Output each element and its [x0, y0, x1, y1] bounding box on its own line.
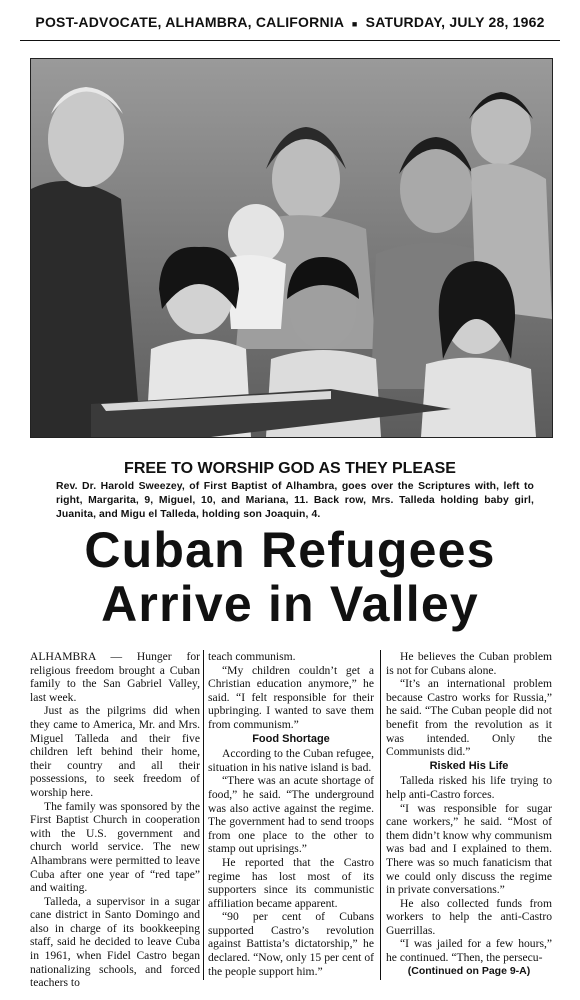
article-column-3	[386, 650, 552, 978]
paper-name: POST-ADVOCATE, ALHAMBRA, CALIFORNIA	[35, 14, 344, 30]
column-divider	[380, 650, 381, 980]
subhead-food-shortage: Food Shortage	[252, 732, 330, 745]
paragraph: Talleda risked his life trying to help anti-Castro forces.	[386, 774, 552, 801]
paragraph: “I was jailed for a few hours,” he continued. “Then, the persecu-	[386, 937, 552, 965]
continued-link[interactable]: (Continued on Page 9-A)	[407, 964, 531, 977]
article-column-1	[30, 650, 200, 990]
column-divider	[203, 650, 204, 980]
masthead-separator: ■	[351, 19, 358, 29]
paragraph: “90 per cent of Cubans supported Castro’s revolution against Battista’s dictatorship,” he declared. “Now, only 15 per cent of the people support him.”	[208, 910, 374, 978]
article-column-2	[208, 650, 374, 978]
paragraph: ALHAMBRA — Hunger for religious freedom brought a Cuban family to the San Gabriel Valley, last week.	[30, 650, 200, 704]
family-photo-icon	[30, 58, 553, 438]
subhead-risked-his-life: Risked His Life	[429, 759, 509, 772]
caption-heading: FREE TO WORSHIP GOD AS THEY PLEASE	[124, 460, 456, 477]
paragraph: “It’s an international problem because Castro works for Russia,” he said. “The Cuban people did not benefit from the revolution as it was intended. Only the Communists did.”	[386, 677, 552, 759]
issue-date: SATURDAY, JULY 28, 1962	[365, 14, 545, 30]
headline-line-1: Cuban Refugees	[84, 522, 496, 578]
caption-text: Rev. Dr. Harold Sweezey, of First Baptist of Alhambra, goes over the Scriptures with, left to right, Margarita, 9, Miguel, 10, and Mariana, 11. Back row, Mrs. Talleda holding baby girl, Juanita, and Migu el Talleda, holding son Joaquin, 4.	[56, 481, 534, 520]
paragraph: Just as the pilgrims did when they came to America, Mr. and Mrs. Miguel Talleda and their five children left behind their home, their country and all their possessions, to seek freedom of worship here.	[30, 704, 200, 799]
paragraph: He also collected funds from workers to help the anti-Castro Guerrillas.	[386, 896, 552, 937]
masthead	[20, 14, 560, 30]
paragraph: teach communism.	[208, 650, 296, 663]
headline	[20, 523, 560, 631]
paragraph: “There was an acute shortage of food,” he said. “The underground was also active against the regime. The government had to send troops from one place to the other to stamp out uprisings.”	[208, 774, 374, 856]
paragraph: He reported that the Castro regime has lost most of its supporters since its communistic affiliation became apparent.	[208, 855, 374, 910]
headline-line-2: Arrive in Valley	[101, 576, 479, 632]
paragraph: Talleda, a supervisor in a sugar cane district in Santo Domingo and also in charge of its bookkeeping staff, said he decided to leave Cuba in 1961, when Fidel Castro began nationalizing schools, and forced teachers to	[30, 894, 200, 990]
paragraph: “I was responsible for sugar cane workers,” he said. “Most of them didn’t know why communism was bad and I explained to them. There was so much fanaticism that we could only discuss the regime in private conversations.”	[386, 801, 552, 897]
paragraph: According to the Cuban refugee, situation in his native island is bad.	[208, 747, 374, 774]
paragraph: He believes the Cuban problem is not for Cubans alone.	[386, 650, 552, 677]
paragraph: “My children couldn’t get a Christian education anymore,” he said. “I felt responsible for their upbringing. I wanted to save them from communism.”	[208, 663, 374, 731]
masthead-rule	[20, 40, 560, 41]
paragraph: The family was sponsored by the First Baptist Church in cooperation with the U.S. government and church world service. The new Alhambrans were permitted to leave Cuba after one year of “red tape” and waiting.	[30, 799, 200, 895]
